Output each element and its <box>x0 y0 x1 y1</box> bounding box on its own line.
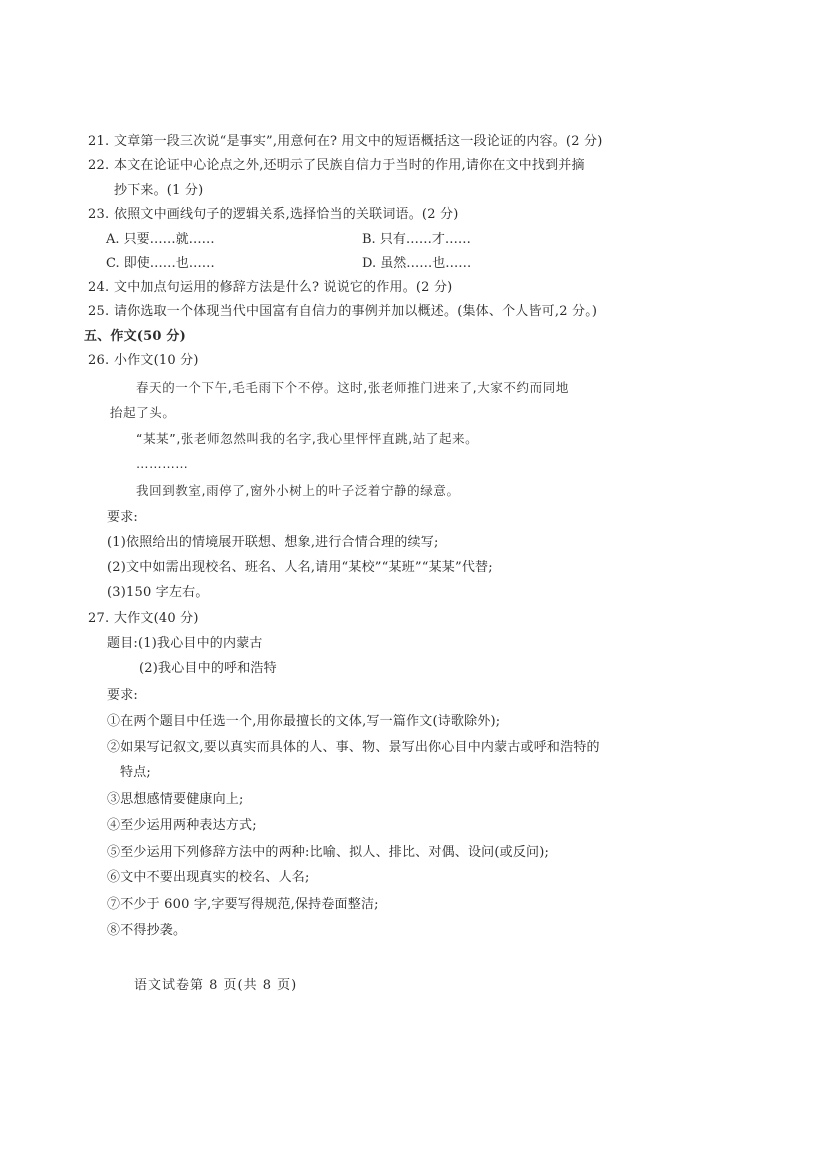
requirements-label: 要求: <box>107 688 138 703</box>
question-number: 21. <box>88 134 110 149</box>
question-number: 26. <box>88 353 110 368</box>
passage-line: 抬起了头。 <box>110 405 176 420</box>
option-a: A. 只要……就…… <box>106 232 215 247</box>
question-22-continuation: 抄下来。(1 分) <box>114 183 204 198</box>
question-text: 请你选取一个体现当代中国富有自信力的事例并加以概述。(集体、个人皆可,2 分。) <box>114 304 598 319</box>
topic-1: 题目:(1)我心目中的内蒙古 <box>107 636 263 651</box>
question-number: 24. <box>88 280 110 295</box>
requirement-continuation: 特点; <box>120 765 151 780</box>
requirement-item: ②如果写记叙文,要以真实而具体的人、事、物、景写出你心目中内蒙古或呼和浩特的 <box>107 740 600 755</box>
passage-line: “某某”,张老师忽然叫我的名字,我心里怦怦直跳,站了起来。 <box>136 431 479 446</box>
passage-line: 春天的一个下午,毛毛雨下个不停。这时,张老师推门进来了,大家不约而同地 <box>136 380 569 395</box>
requirement-item: (1)依照给出的情境展开联想、想象,进行合情合理的续写; <box>107 535 439 550</box>
requirement-item: (3)150 字左右。 <box>107 585 209 600</box>
page-footer: 语文试卷第 8 页(共 8 页) <box>134 978 298 993</box>
question-26 <box>88 352 199 370</box>
question-number: 27. <box>88 611 110 626</box>
requirement-item: ⑧不得抄袭。 <box>107 923 187 938</box>
question-text: 依照文中画线句子的逻辑关系,选择恰当的关联词语。(2 分) <box>114 207 459 222</box>
question-number: 22. <box>88 158 110 173</box>
requirement-item: ③思想感情要健康向上; <box>107 792 244 807</box>
topic-2: (2)我心目中的呼和浩特 <box>139 661 277 676</box>
requirement-item: ⑦不少于 600 字,字要写得规范,保持卷面整洁; <box>107 897 379 912</box>
question-number: 25. <box>88 304 110 319</box>
question-text: 本文在论证中心论点之外,还明示了民族自信力于当时的作用,请你在文中找到并摘 <box>114 158 585 173</box>
requirement-item: ①在两个题目中任选一个,用你最擅长的文体,写一篇作文(诗歌除外); <box>107 714 501 729</box>
option-d: D. 虽然……也…… <box>362 256 472 271</box>
question-24 <box>88 279 452 297</box>
passage-ellipsis: ………… <box>136 456 189 471</box>
requirement-item: ⑥文中不要出现真实的校名、人名; <box>107 870 310 885</box>
question-22 <box>88 157 585 175</box>
question-text: 文中加点句运用的修辞方法是什么? 说说它的作用。(2 分) <box>114 280 453 295</box>
question-21 <box>88 133 602 151</box>
passage-line: 我回到教室,雨停了,窗外小树上的叶子泛着宁静的绿意。 <box>136 483 460 498</box>
requirement-item: ⑤至少运用下列修辞方法中的两种:比喻、拟人、排比、对偶、设问(或反问); <box>107 845 550 860</box>
option-c: C. 即使……也…… <box>106 256 215 271</box>
question-27 <box>88 610 199 628</box>
question-text: 文章第一段三次说“是事实”,用意何在? 用文中的短语概括这一段论证的内容。(2 分) <box>114 134 603 149</box>
requirement-item: ④至少运用两种表达方式; <box>107 818 257 833</box>
requirements-label: 要求: <box>107 510 138 525</box>
question-25 <box>88 303 597 321</box>
option-b: B. 只有……才…… <box>362 232 471 247</box>
question-title: 小作文(10 分) <box>114 353 199 368</box>
question-title: 大作文(40 分) <box>114 611 199 626</box>
question-23 <box>88 206 458 224</box>
section-title: 五、作文(50 分) <box>84 329 186 344</box>
requirement-item: (2)文中如需出现校名、班名、人名,请用“某校”“某班”“某某”代替; <box>107 560 493 575</box>
question-number: 23. <box>88 207 110 222</box>
